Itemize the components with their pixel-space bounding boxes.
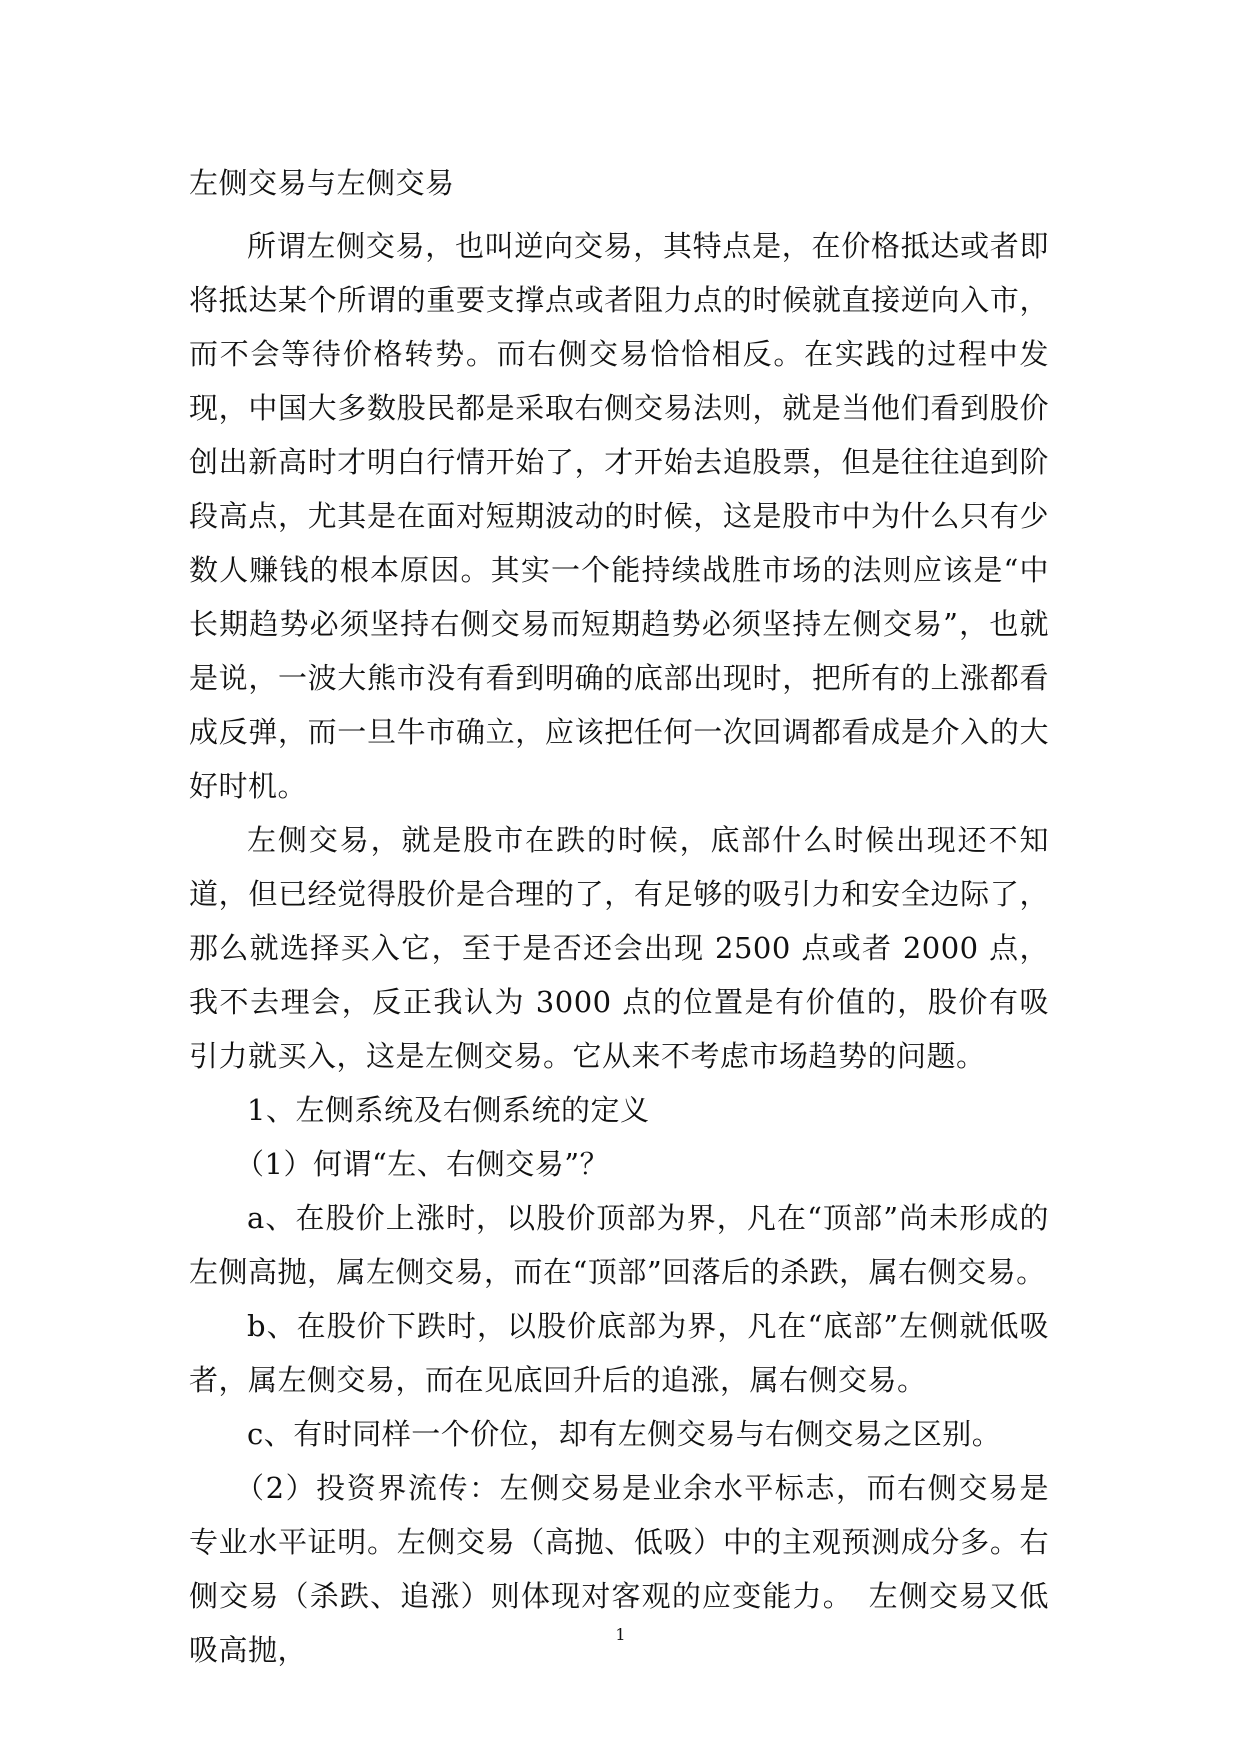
paragraph-investment-saying: （2）投资界流传：左侧交易是业余水平标志，而右侧交易是专业水平证明。左侧交易（高抛、低吸）中的主观预测成分多。右侧交易（杀跌、追涨）则体现对客观的应变能力。 左侧交易又低吸高抛， <box>189 1471 1049 1667</box>
page-number: 1 <box>615 1625 626 1644</box>
document-page <box>189 165 1049 1677</box>
paragraph-item-a: a、在股价上涨时，以股价顶部为界，凡在“顶部”尚未形成的左侧高抛，属左侧交易，而在“顶部”回落后的杀跌，属右侧交易。 <box>189 1201 1049 1289</box>
paragraph-left-trade-example: 左侧交易，就是股市在跌的时候，底部什么时候出现还不知道，但已经觉得股价是合理的了，有足够的吸引力和安全边际了，那么就选择买入它，至于是否还会出现 2500 点或者 2000 点，我不去理会，反正我认为 3000 点的位置是有价值的，股价有吸引力就买入，这是左侧交易。它从来不考虑市场趋势的问题。 <box>189 823 1049 1073</box>
section-heading-definitions: 1、左侧系统及右侧系统的定义 <box>247 1093 650 1127</box>
paragraph-item-b: b、在股价下跌时，以股价底部为界，凡在“底部”左侧就低吸者，属左侧交易，而在见底回升后的追涨，属右侧交易。 <box>189 1309 1049 1397</box>
subheading-what-is: （1）何谓“左、右侧交易”？ <box>235 1147 610 1181</box>
document-title: 左侧交易与左侧交易 <box>189 166 455 200</box>
paragraph-item-c: c、有时同样一个价位，却有左侧交易与右侧交易之区别。 <box>247 1417 1002 1451</box>
paragraph-left-trade-definition: 所谓左侧交易，也叫逆向交易，其特点是，在价格抵达或者即将抵达某个所谓的重要支撑点或者阻力点的时候就直接逆向入市，而不会等待价格转势。而右侧交易恰恰相反。在实践的过程中发现，中国大多数股民都是采取右侧交易法则，就是当他们看到股价创出新高时才明白行情开始了，才开始去追股票，但是往往追到阶段高点，尤其是在面对短期波动的时候，这是股市中为什么只有少数人赚钱的根本原因。其实一个能持续战胜市场的法则应该是“中长期趋势必须坚持右侧交易而短期趋势必须坚持左侧交易”，也就是说，一波大熊市没有看到明确的底部出现时，把所有的上涨都看成反弹，而一旦牛市确立，应该把任何一次回调都看成是介入的大好时机。 <box>189 229 1049 803</box>
